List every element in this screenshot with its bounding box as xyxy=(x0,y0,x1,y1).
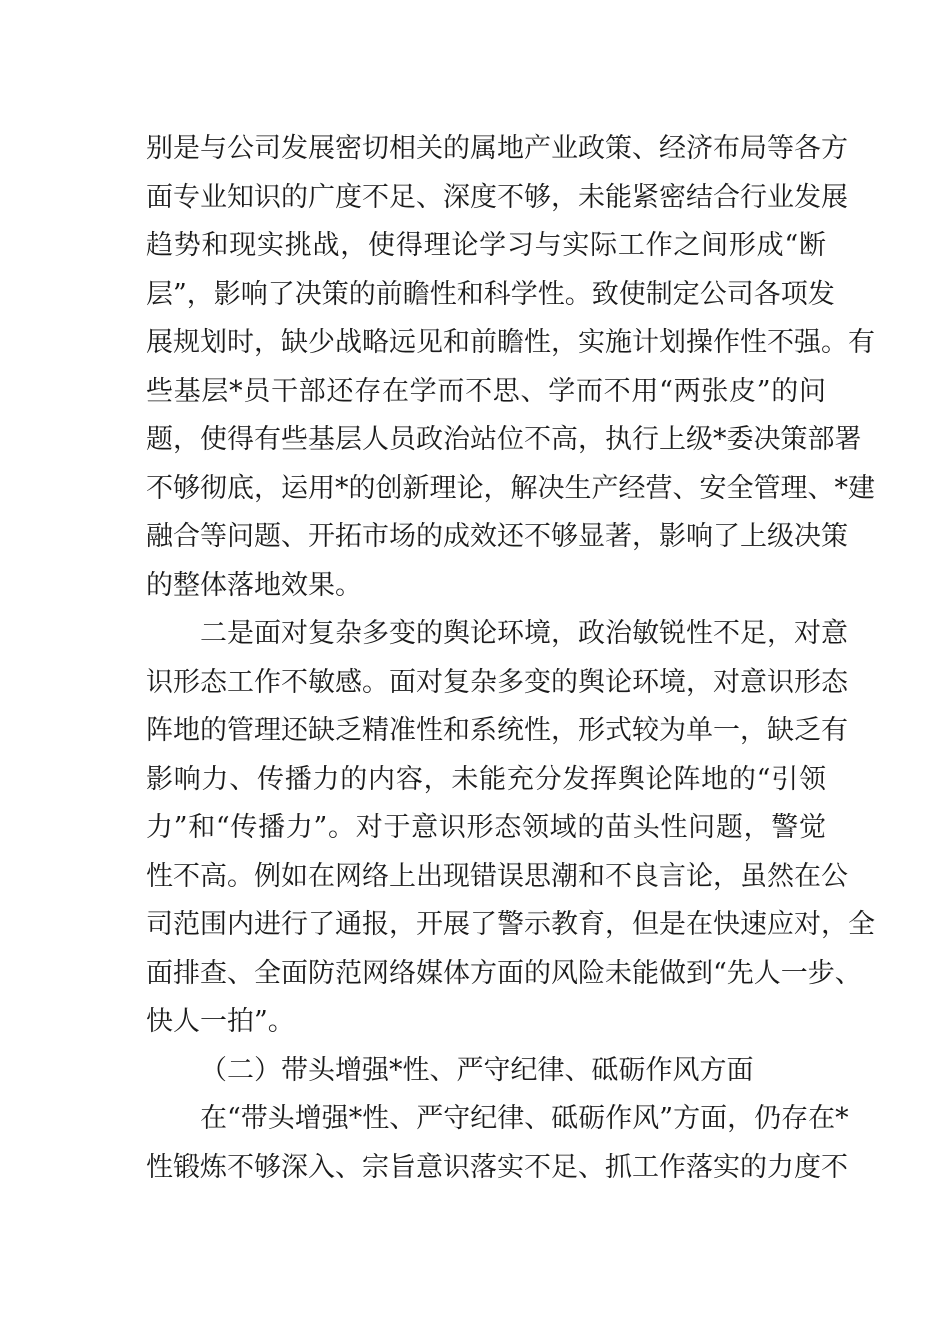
text-line: 趋势和现实挑战，使得理论学习与实际工作之间形成“断 xyxy=(146,230,826,261)
text-line: 面排查、全面防范网络媒体方面的风险未能做到“先人一步、 xyxy=(146,957,862,989)
text-line: 快人一拍”。 xyxy=(146,1006,295,1037)
text-line: 些基层*员干部还存在学而不思、学而不用“两张皮”的问 xyxy=(146,375,826,407)
text-line: 司范围内进行了通报，开展了警示教育，但是在快速应对，全 xyxy=(146,909,875,940)
paragraph-start-line: 在“带头增强*性、严守纪律、砥砺作风”方面，仍存在* xyxy=(200,1103,849,1134)
text-line: 识形态工作不敏感。面对复杂多变的舆论环境，对意识形态 xyxy=(146,666,848,698)
text-line: 阵地的管理还缺乏精准性和系统性，形式较为单一，缺乏有 xyxy=(146,715,848,746)
text-line: 力”和“传播力”。对于意识形态领域的苗头性问题，警觉 xyxy=(146,812,826,843)
text-line: 融合等问题、开拓市场的成效还不够显著，影响了上级决策 xyxy=(146,521,848,552)
text-line: 别是与公司发展密切相关的属地产业政策、经济布局等各方 xyxy=(146,133,848,164)
text-line: 的整体落地效果。 xyxy=(146,569,362,601)
body-text xyxy=(146,125,875,1192)
text-line: 不够彻底，运用*的创新理论，解决生产经营、安全管理、*建 xyxy=(146,472,875,504)
text-line: 面专业知识的广度不足、深度不够，未能紧密结合行业发展 xyxy=(146,181,848,213)
text-line: 层”，影响了决策的前瞻性和科学性。致使制定公司各项发 xyxy=(146,278,835,310)
text-line: 性不高。例如在网络上出现错误思潮和不良言论，虽然在公 xyxy=(146,860,848,892)
text-line: 展规划时，缺少战略远见和前瞻性，实施计划操作性不强。有 xyxy=(146,327,875,358)
text-line: 题，使得有些基层人员政治站位不高，执行上级*委决策部署 xyxy=(146,424,862,455)
text-line: 性锻炼不够深入、宗旨意识落实不足、抓工作落实的力度不 xyxy=(146,1151,848,1183)
section-heading: （二）带头增强*性、严守纪律、砥砺作风方面 xyxy=(200,1054,754,1086)
text-line: 影响力、传播力的内容，未能充分发挥舆论阵地的“引领 xyxy=(146,763,826,795)
paragraph-start-line: 二是面对复杂多变的舆论环境，政治敏锐性不足，对意 xyxy=(200,618,848,649)
